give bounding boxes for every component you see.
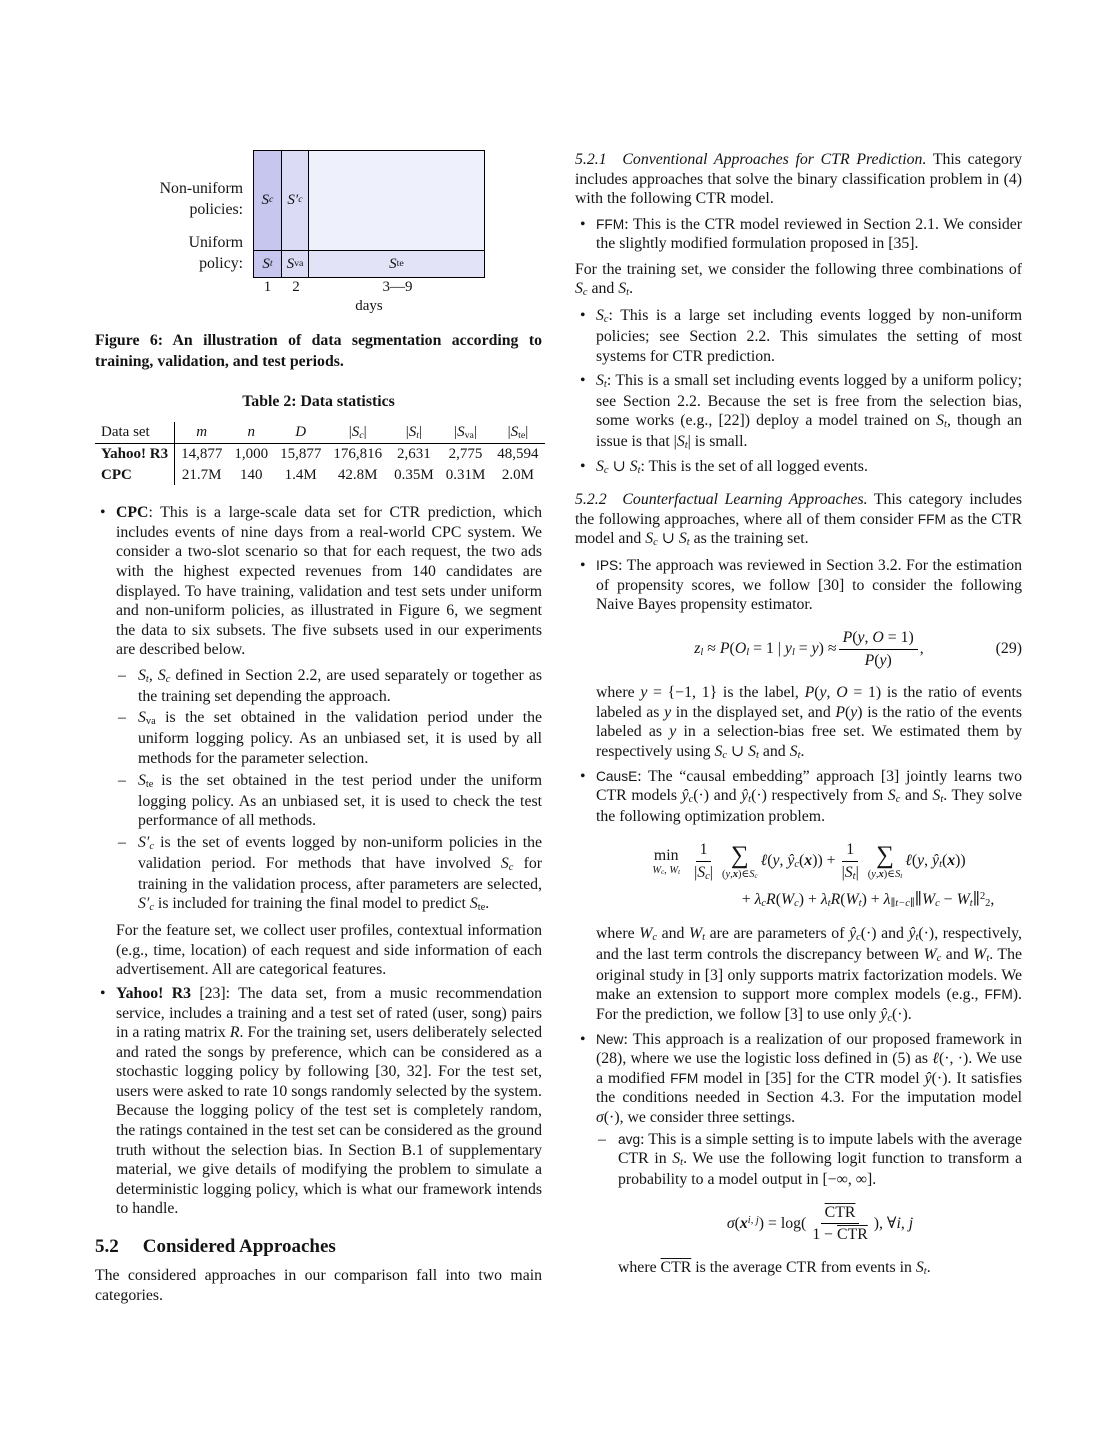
st-text: St: This is a small set including events logged by a uniform policy; see Section 2.2. Because the set is free from the selection bias, some works (e.g., [22]) deploy a model trained on St, though an issue is that |St| is small. bbox=[596, 371, 1022, 452]
cell-ste: S te bbox=[309, 251, 484, 277]
cell: 2,775 bbox=[448, 446, 483, 463]
bullet-marker: • bbox=[100, 504, 106, 522]
equation-cause-line-1 bbox=[596, 840, 1022, 884]
equation-avg-body bbox=[618, 1203, 1022, 1245]
label-line: Non-uniform bbox=[159, 180, 243, 198]
equation-cause-lines bbox=[596, 840, 1022, 911]
col-header-dataset: Data set bbox=[95, 422, 175, 444]
ffm-text: FFM: This is the CTR model reviewed in Section 2.1. We consider the slightly modified formulation proposed in [35]. bbox=[596, 215, 1022, 253]
bullet-item-union bbox=[575, 457, 1022, 478]
bullet-marker: • bbox=[580, 458, 586, 476]
subsection-5-2-1-paragraph: 5.2.1 Conventional Approaches for CTR Prediction. This category includes approaches that solve the binary classification problem in (4) with the following CTR model. bbox=[575, 151, 1023, 208]
bullet-item-ffm bbox=[575, 215, 1022, 254]
bullet-marker: • bbox=[580, 557, 586, 575]
cell: Yahoo! R3 bbox=[95, 444, 175, 465]
section-number: 5.2 bbox=[95, 1235, 119, 1257]
bullet-marker: • bbox=[580, 767, 586, 785]
cause-where-text: where Wc and Wt are are parameters of ŷc(·) and ŷt(·), respectively, and the last term controls the discrepancy between Wc and Wt. The original study in [3] only supports matrix factorization models. We make an extension to support more complex models (e.g., FFM). For the prediction, we follow [3] to use only ŷc(·). bbox=[596, 924, 1022, 1024]
col-header-st: |St| bbox=[388, 422, 440, 444]
equation-29-body bbox=[596, 628, 1022, 670]
fraction-denominator: |Sc| bbox=[694, 863, 713, 882]
summation-subscript: (y,x)∈St bbox=[867, 868, 903, 881]
fraction-denominator: P(y) bbox=[864, 651, 892, 669]
bullet-body bbox=[116, 503, 542, 980]
fraction bbox=[838, 840, 863, 884]
new-intro-text: New: This approach is a realization of our proposed framework in (28), where we use the logistic loss defined in (5) as ℓ(·, ·). We use a modified FFM model in [35] for the CTR model ŷ(·). It satisfies the conditions needed in Section 4.3. For the imputation model σ(·), we consider three settings. bbox=[596, 1030, 1023, 1126]
col-header-sc: |Sc| bbox=[327, 422, 388, 444]
col-header-sva: |Sva| bbox=[440, 422, 492, 444]
equation-lhs: zl ≈ P(Ol = 1 | yl = y) ≈ bbox=[694, 639, 837, 658]
equation-tail: ), ∀i, j bbox=[873, 1214, 914, 1232]
table-row-yahoo bbox=[95, 444, 545, 465]
cell: 15,877 bbox=[280, 446, 322, 463]
avg-intro-text: avg: This is a simple setting is to impute labels with the average CTR in St. We use the following logit function to transform a probability to a model output in [−∞, ∞]. bbox=[618, 1130, 1022, 1189]
cell: 21.7M bbox=[181, 466, 222, 483]
dash-marker: – bbox=[598, 1130, 606, 1148]
bullet-item-ips bbox=[575, 556, 1022, 763]
summation bbox=[722, 843, 758, 881]
equation-term: ℓ(y, ŷc(x)) + bbox=[760, 852, 836, 871]
cell: 1,000 bbox=[234, 446, 269, 463]
equation-lhs: $\sigma(x^{i, j}) = \log$( bbox=[726, 1214, 807, 1232]
cell-top-right-empty bbox=[309, 151, 484, 251]
fraction bbox=[690, 840, 717, 884]
cell: 0.35M bbox=[394, 466, 434, 483]
summation-subscript: (y,x)∈Sc bbox=[721, 868, 758, 881]
dash-marker: – bbox=[118, 709, 126, 727]
dash-item-st-sc bbox=[116, 666, 542, 707]
cell: 14,877 bbox=[181, 446, 223, 463]
cell-sc: S c bbox=[254, 151, 282, 251]
segmentation-grid bbox=[253, 150, 485, 278]
right-column bbox=[575, 150, 1022, 1283]
cpc-closing-text: For the feature set, we collect user profiles, contextual information (e.g., time, location) of each request and side information of each advertisement. All are categorical features. bbox=[116, 922, 542, 979]
dash-marker: – bbox=[118, 771, 126, 789]
fraction-numerator: 1 bbox=[696, 840, 712, 862]
sigma-symbol: ∑ bbox=[876, 841, 894, 869]
col-header-ste: |Ste| bbox=[491, 422, 544, 444]
fraction-denominator: |St| bbox=[841, 863, 859, 882]
cell: CPC bbox=[95, 465, 175, 486]
cell-st: S t bbox=[254, 251, 282, 277]
fraction-numerator: 1 bbox=[842, 840, 858, 862]
equation-tail: , bbox=[919, 640, 924, 658]
label-line: Uniform bbox=[188, 234, 243, 252]
table-2-title: Table 2: Data statistics bbox=[242, 393, 395, 411]
ips-where-text: where y = {−1, 1} is the label, P(y, O = 1) is the ratio of events labeled as y in the displayed set, and P(y) is the ratio of the events labeled as y in a selection-bias free set. We estimated them by respectively using Sc ∪ St and St. bbox=[596, 684, 1022, 761]
col-header-m: m bbox=[175, 422, 229, 444]
equation-cause-line-2 bbox=[596, 890, 1022, 911]
label-line: policy: bbox=[199, 255, 243, 272]
equation-cause bbox=[596, 840, 1022, 911]
cause-intro-text: CausE: The “causal embedding” approach [3] jointly learns two CTR models ŷc(·) and ŷt(·) respectively from Sc and St. They solve the following optimization problem. bbox=[596, 767, 1022, 826]
col-header-D: D bbox=[274, 422, 327, 444]
data-statistics-table bbox=[95, 422, 545, 485]
sigma-symbol: ∑ bbox=[730, 841, 749, 869]
min-subscript: Wc, Wt bbox=[652, 864, 681, 876]
training-set-paragraph: For the training set, we consider the following three combinations of Sc and St. bbox=[575, 260, 1022, 299]
avg-where-text: where $\overline{CTR}$ is the average CTR from events in St. bbox=[618, 1258, 931, 1277]
subsection-5-2-2-paragraph: 5.2.2 Counterfactual Learning Approaches. This category includes the following approaches, where all of them consider FFM as the CTR model and Sc ∪ St as the training set. bbox=[575, 491, 1023, 549]
dash-item-ste bbox=[116, 771, 542, 831]
cell: 140 bbox=[239, 466, 263, 483]
cell: 0.31M bbox=[445, 466, 486, 483]
fraction-numerator: $\overline{CTR}$ bbox=[821, 1203, 860, 1225]
avg-body bbox=[618, 1130, 1022, 1279]
figure-6-caption: Figure 6: An illustration of data segmentation according to training, validation, and test periods. bbox=[95, 332, 542, 370]
yahoo-text: Yahoo! R3 [23]: The data set, from a music recommendation service, includes a training and a test set of rated (user, song) pairs in a rating matrix R. For the training set, users deliberately selected and rated the songs by preference, which can be considered as a stochastic logging policy by following [30, 32]. For the test set, users were asked to rate 10 songs randomly selected by the system. Because the logging policy of the test set is completely random, the ratings contained in the test set can be considered as the ground truth without the selection bias. In Section B.1 of supplementary material, we give details of modifying the problem to simulate a deterministic logging policy, which is what our framework intends to handle. bbox=[116, 984, 543, 1218]
bullet-item-yahoo bbox=[95, 984, 542, 1219]
cell: 48,594 bbox=[497, 446, 539, 463]
fraction bbox=[808, 1203, 871, 1245]
day-ticks bbox=[253, 278, 485, 297]
axis-label-days: days bbox=[355, 297, 383, 314]
bullet-marker: • bbox=[100, 984, 106, 1002]
bullet-marker: • bbox=[580, 307, 586, 325]
tick-day-1: 1 bbox=[263, 279, 272, 295]
label-nonuniform-policies bbox=[160, 179, 243, 221]
dash-marker: – bbox=[118, 833, 126, 851]
bullet-marker: • bbox=[580, 1030, 586, 1048]
cell: 176,816 bbox=[333, 446, 383, 463]
left-column bbox=[95, 150, 542, 1312]
label-line: policies: bbox=[189, 201, 243, 218]
ips-intro-text: IPS: The approach was reviewed in Section 3.2. For the estimation of propensity scores, we follow [30] to consider the following Naive Bayes propensity estimator. bbox=[596, 557, 1022, 614]
cell-sva: S va bbox=[282, 251, 309, 277]
dash-item-text: S′c is the set of events logged by non-uniform policies in the validation period. For methods that have involved Sc for training in the validation process, after parameters are selected, S′c is included for training the final model to predict Ste. bbox=[138, 833, 543, 914]
bullet-item-sc bbox=[575, 306, 1022, 366]
ips-body bbox=[596, 556, 1022, 763]
figure-grid-area bbox=[253, 150, 485, 315]
dash-item-text: Ste is the set obtained in the test period under the uniform logging policy. As an unbiased set, it is used to check the test performance of all methods. bbox=[138, 771, 542, 830]
equation-number: (29) bbox=[995, 640, 1022, 658]
equation-avg bbox=[618, 1203, 1022, 1245]
cell: 42.8M bbox=[337, 466, 378, 483]
union-text: Sc ∪ St: This is the set of all logged events. bbox=[596, 458, 868, 477]
dash-item-sva bbox=[116, 708, 542, 768]
section-title: Considered Approaches bbox=[142, 1235, 336, 1257]
fraction bbox=[839, 628, 918, 670]
min-operator bbox=[652, 847, 680, 876]
section-heading-5-2 bbox=[95, 1235, 542, 1259]
fraction-denominator: $1 - \overline{CTR}$ bbox=[812, 1226, 868, 1244]
fraction-numerator: P(y, O = 1) bbox=[839, 628, 918, 650]
min-label: min bbox=[653, 847, 679, 865]
cause-body bbox=[596, 767, 1022, 1026]
cell: 2.0M bbox=[501, 466, 534, 483]
equation-29 bbox=[596, 628, 1022, 670]
cell: 1.4M bbox=[284, 466, 317, 483]
cpc-intro-text: CPC: This is a large-scale data set for CTR prediction, which includes events of nine days from a real-world CPC system. We consider a two-slot scenario so that for each request, the two ads with the highest expected revenues from 140 candidates are displayed. To have training, validation and test sets under uniform and non-uniform policies, as illustrated in Figure 6, we segment the data to six subsets. The five subsets used in our experiments are described below. bbox=[116, 504, 542, 659]
sc-text: Sc: This is a large set including events logged by non-uniform policies; see Section 2.2. This simulates the setting of most systems for CTR prediction. bbox=[596, 307, 1022, 366]
bullet-item-cause bbox=[575, 767, 1022, 1026]
table-header-row bbox=[95, 422, 545, 444]
new-body bbox=[596, 1030, 1022, 1279]
bullet-item-new bbox=[575, 1030, 1022, 1279]
dash-marker: – bbox=[118, 666, 126, 684]
figure-6-diagram bbox=[95, 150, 542, 315]
tick-day-2: 2 bbox=[292, 279, 300, 295]
section-5-2-paragraph: The considered approaches in our comparison fall into two main categories. bbox=[95, 1267, 542, 1305]
label-uniform-policy bbox=[189, 233, 243, 275]
cell: 2,631 bbox=[397, 446, 431, 463]
bullet-marker: • bbox=[580, 371, 586, 389]
dash-item-sc-prime bbox=[116, 833, 542, 916]
figure-6 bbox=[95, 150, 542, 372]
table-row-cpc bbox=[95, 465, 545, 486]
bullet-marker: • bbox=[580, 215, 586, 233]
figure-row-labels bbox=[95, 150, 253, 315]
cell-sc-prime: S′ c bbox=[282, 151, 309, 251]
bullet-item-cpc bbox=[95, 503, 542, 980]
dash-item-text: St, Sc defined in Section 2.2, are used separately or together as the training set depending the approach. bbox=[138, 666, 542, 705]
equation-term: + λcR(Wc) + λtR(Wt) + λ∥t−c∥∥Wc − Wt∥$^2$2, bbox=[741, 890, 995, 909]
tick-days-3-9: 3—9 bbox=[382, 279, 413, 295]
table-2 bbox=[95, 392, 542, 485]
summation bbox=[868, 843, 903, 881]
dash-item-text: Sva is the set obtained in the validation period under the uniform logging policy. As an unbiased set, it is used by all methods for the parameter selection. bbox=[138, 709, 542, 767]
col-header-n: n bbox=[228, 422, 274, 444]
equation-term: ℓ(y, ŷt(x)) bbox=[905, 852, 966, 871]
dash-item-avg bbox=[596, 1130, 1022, 1279]
bullet-item-st bbox=[575, 371, 1022, 454]
